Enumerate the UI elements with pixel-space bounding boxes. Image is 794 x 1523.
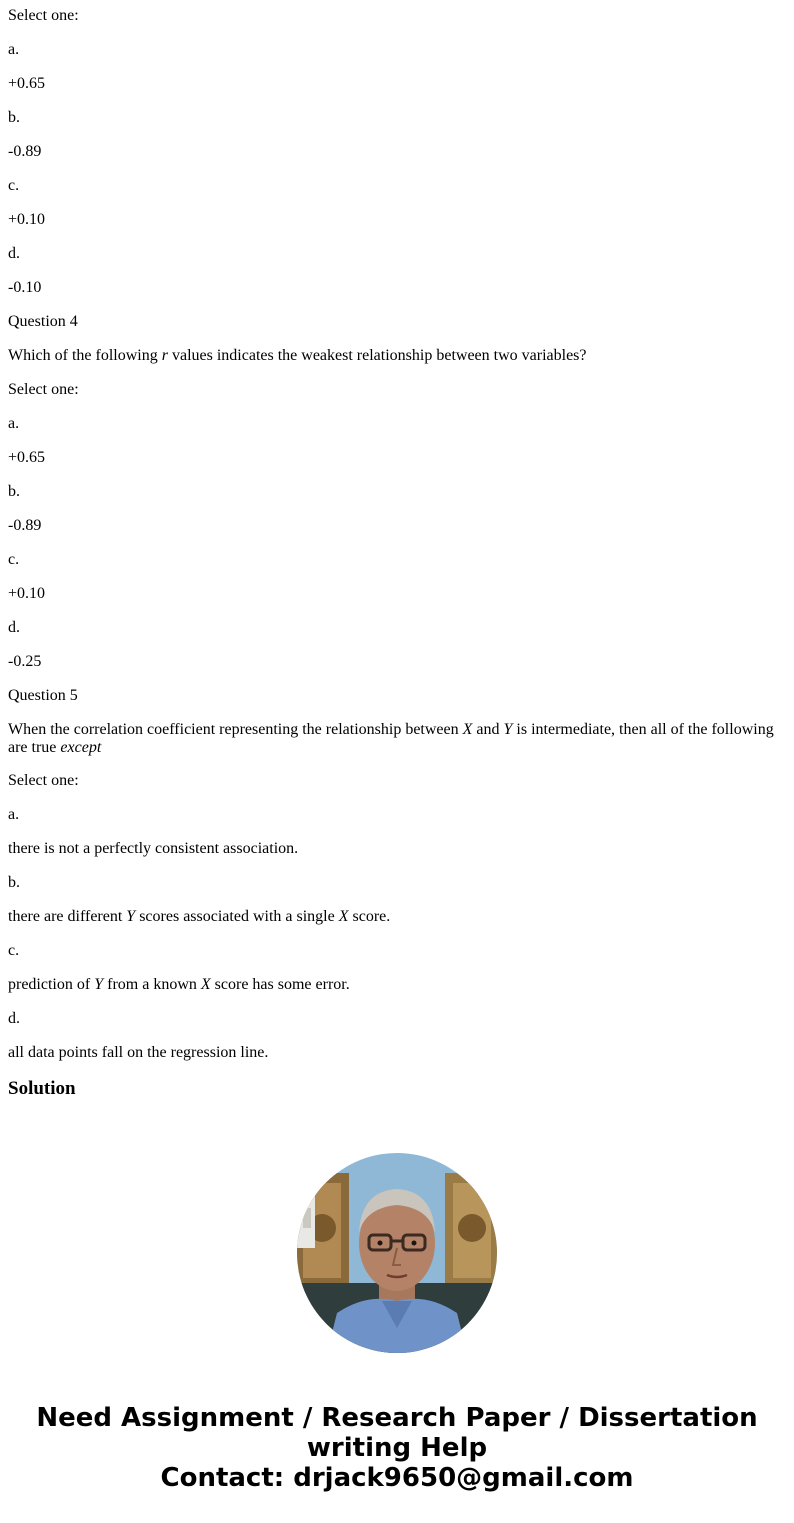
option-value: there is not a perfectly consistent association. bbox=[8, 840, 299, 857]
question-4-heading: Question 4 bbox=[8, 313, 78, 330]
option-value: -0.25 bbox=[8, 653, 42, 670]
question-4-text: Which of the following r values indicates the weakest relationship between two variables? bbox=[8, 347, 587, 364]
select-one-label: Select one: bbox=[8, 7, 79, 24]
option-letter: c. bbox=[8, 942, 20, 959]
option-value: -0.89 bbox=[8, 143, 42, 160]
question-5-heading: Question 5 bbox=[8, 687, 78, 704]
option-letter: d. bbox=[8, 245, 20, 262]
solution-heading: Solution bbox=[8, 1078, 76, 1099]
option-value: -0.89 bbox=[8, 517, 42, 534]
option-letter: a. bbox=[8, 41, 20, 58]
promo-contact-line: Contact: drjack9650@gmail.com bbox=[160, 1463, 634, 1493]
option-value: +0.65 bbox=[8, 75, 46, 92]
portrait-image bbox=[297, 1153, 497, 1353]
option-letter: b. bbox=[8, 109, 20, 126]
select-one-label: Select one: bbox=[8, 772, 79, 789]
avatar bbox=[297, 1153, 497, 1353]
option-letter: d. bbox=[8, 619, 20, 636]
promo-line-2: writing Help bbox=[306, 1433, 488, 1463]
option-letter: c. bbox=[8, 177, 20, 194]
option-letter: b. bbox=[8, 483, 20, 500]
option-value: all data points fall on the regression line. bbox=[8, 1044, 269, 1061]
option-letter: c. bbox=[8, 551, 20, 568]
select-one-label: Select one: bbox=[8, 381, 79, 398]
promo-line-1: Need Assignment / Research Paper / Dissertation bbox=[36, 1403, 758, 1433]
option-value: there are different Y scores associated with a single X score. bbox=[8, 908, 391, 925]
option-value: +0.10 bbox=[8, 211, 46, 228]
option-letter: d. bbox=[8, 1010, 20, 1027]
contact-banner bbox=[0, 1403, 794, 1493]
question-5-text: When the correlation coefficient representing the relationship between X and Y is intermediate, then all of the following are true except bbox=[8, 721, 774, 756]
option-value: +0.65 bbox=[8, 449, 46, 466]
option-value: +0.10 bbox=[8, 585, 46, 602]
option-value: -0.10 bbox=[8, 279, 42, 296]
option-letter: a. bbox=[8, 415, 20, 432]
option-letter: b. bbox=[8, 874, 20, 891]
option-value: prediction of Y from a known X score has some error. bbox=[8, 976, 350, 993]
option-letter: a. bbox=[8, 806, 20, 823]
